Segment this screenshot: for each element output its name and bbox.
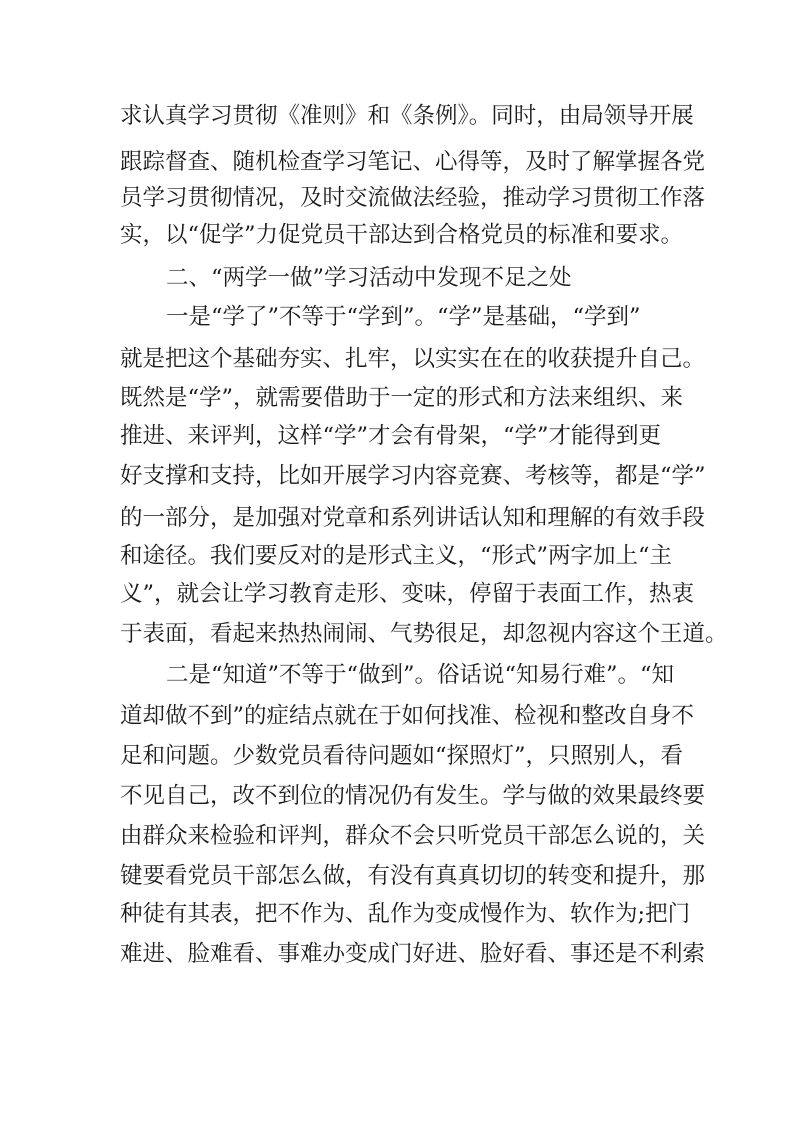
text-line: 实，以“促学”力促党员干部达到合格党员的标准和要求。 xyxy=(120,222,684,248)
text-line: 推进、来评判，这样“学”才会有骨架，“学”才能得到更 xyxy=(120,423,662,449)
text-line: 于表面，看起来热热闹闹、气势很足，却忽视内容这个王道。 xyxy=(120,621,728,647)
text-line: 求认真学习贯彻《准则》和《条例》。同时，由局领导开展 xyxy=(120,103,694,129)
text-line: 种徒有其表，把不作为、乱作为变成慢作为、软作为;把门 xyxy=(120,901,691,927)
text-line: 一是“学了”不等于“学到”。“学”是基础，“学到” xyxy=(166,304,641,330)
text-line: 二是“知道”不等于“做到”。俗话说“知易行难”。“知 xyxy=(166,662,675,688)
text-line: 和途径。我们要反对的是形式主义，“形式”两字加上“主 xyxy=(120,543,673,569)
text-line: 的一部分，是加强对党章和系列讲话认知和理解的有效手段 xyxy=(120,505,706,531)
text-line: 跟踪督查、随机检查学习笔记、心得等，及时了解掌握各党 xyxy=(120,149,706,175)
text-line: 不见自己，改不到位的情况仍有发生。学与做的效果最终要 xyxy=(120,783,706,809)
text-line: 既然是“学”，就需要借助于一定的形式和方法来组织、来 xyxy=(120,385,684,411)
text-line: 键要看党员干部怎么做，有没有真真切切的转变和提升，那 xyxy=(120,863,706,889)
text-line: 难进、脸难看、事难办变成门好进、脸好看、事还是不利索 xyxy=(120,941,706,967)
text-line: 好支撑和支持，比如开展学习内容竞赛、考核等，都是“学” xyxy=(120,463,706,489)
text-line: 员学习贯彻情况，及时交流做法经验，推动学习贯彻工作落 xyxy=(120,185,706,211)
text-line: 义”，就会让学习教育走形、变味，停留于表面工作，热衷 xyxy=(120,581,695,607)
section-heading: 二、“两学一做”学习活动中发现不足之处 xyxy=(166,265,572,291)
text-line: 道却做不到”的症结点就在于如何找准、检视和整改自身不 xyxy=(120,703,695,729)
text-line: 由群众来检验和评判，群众不会只听党员干部怎么说的，关 xyxy=(120,823,706,849)
text-line: 足和问题。少数党员看待问题如“探照灯”，只照别人，看 xyxy=(120,743,684,769)
text-line: 就是把这个基础夯实、扎牢，以实实在在的收获提升自己。 xyxy=(120,346,706,372)
